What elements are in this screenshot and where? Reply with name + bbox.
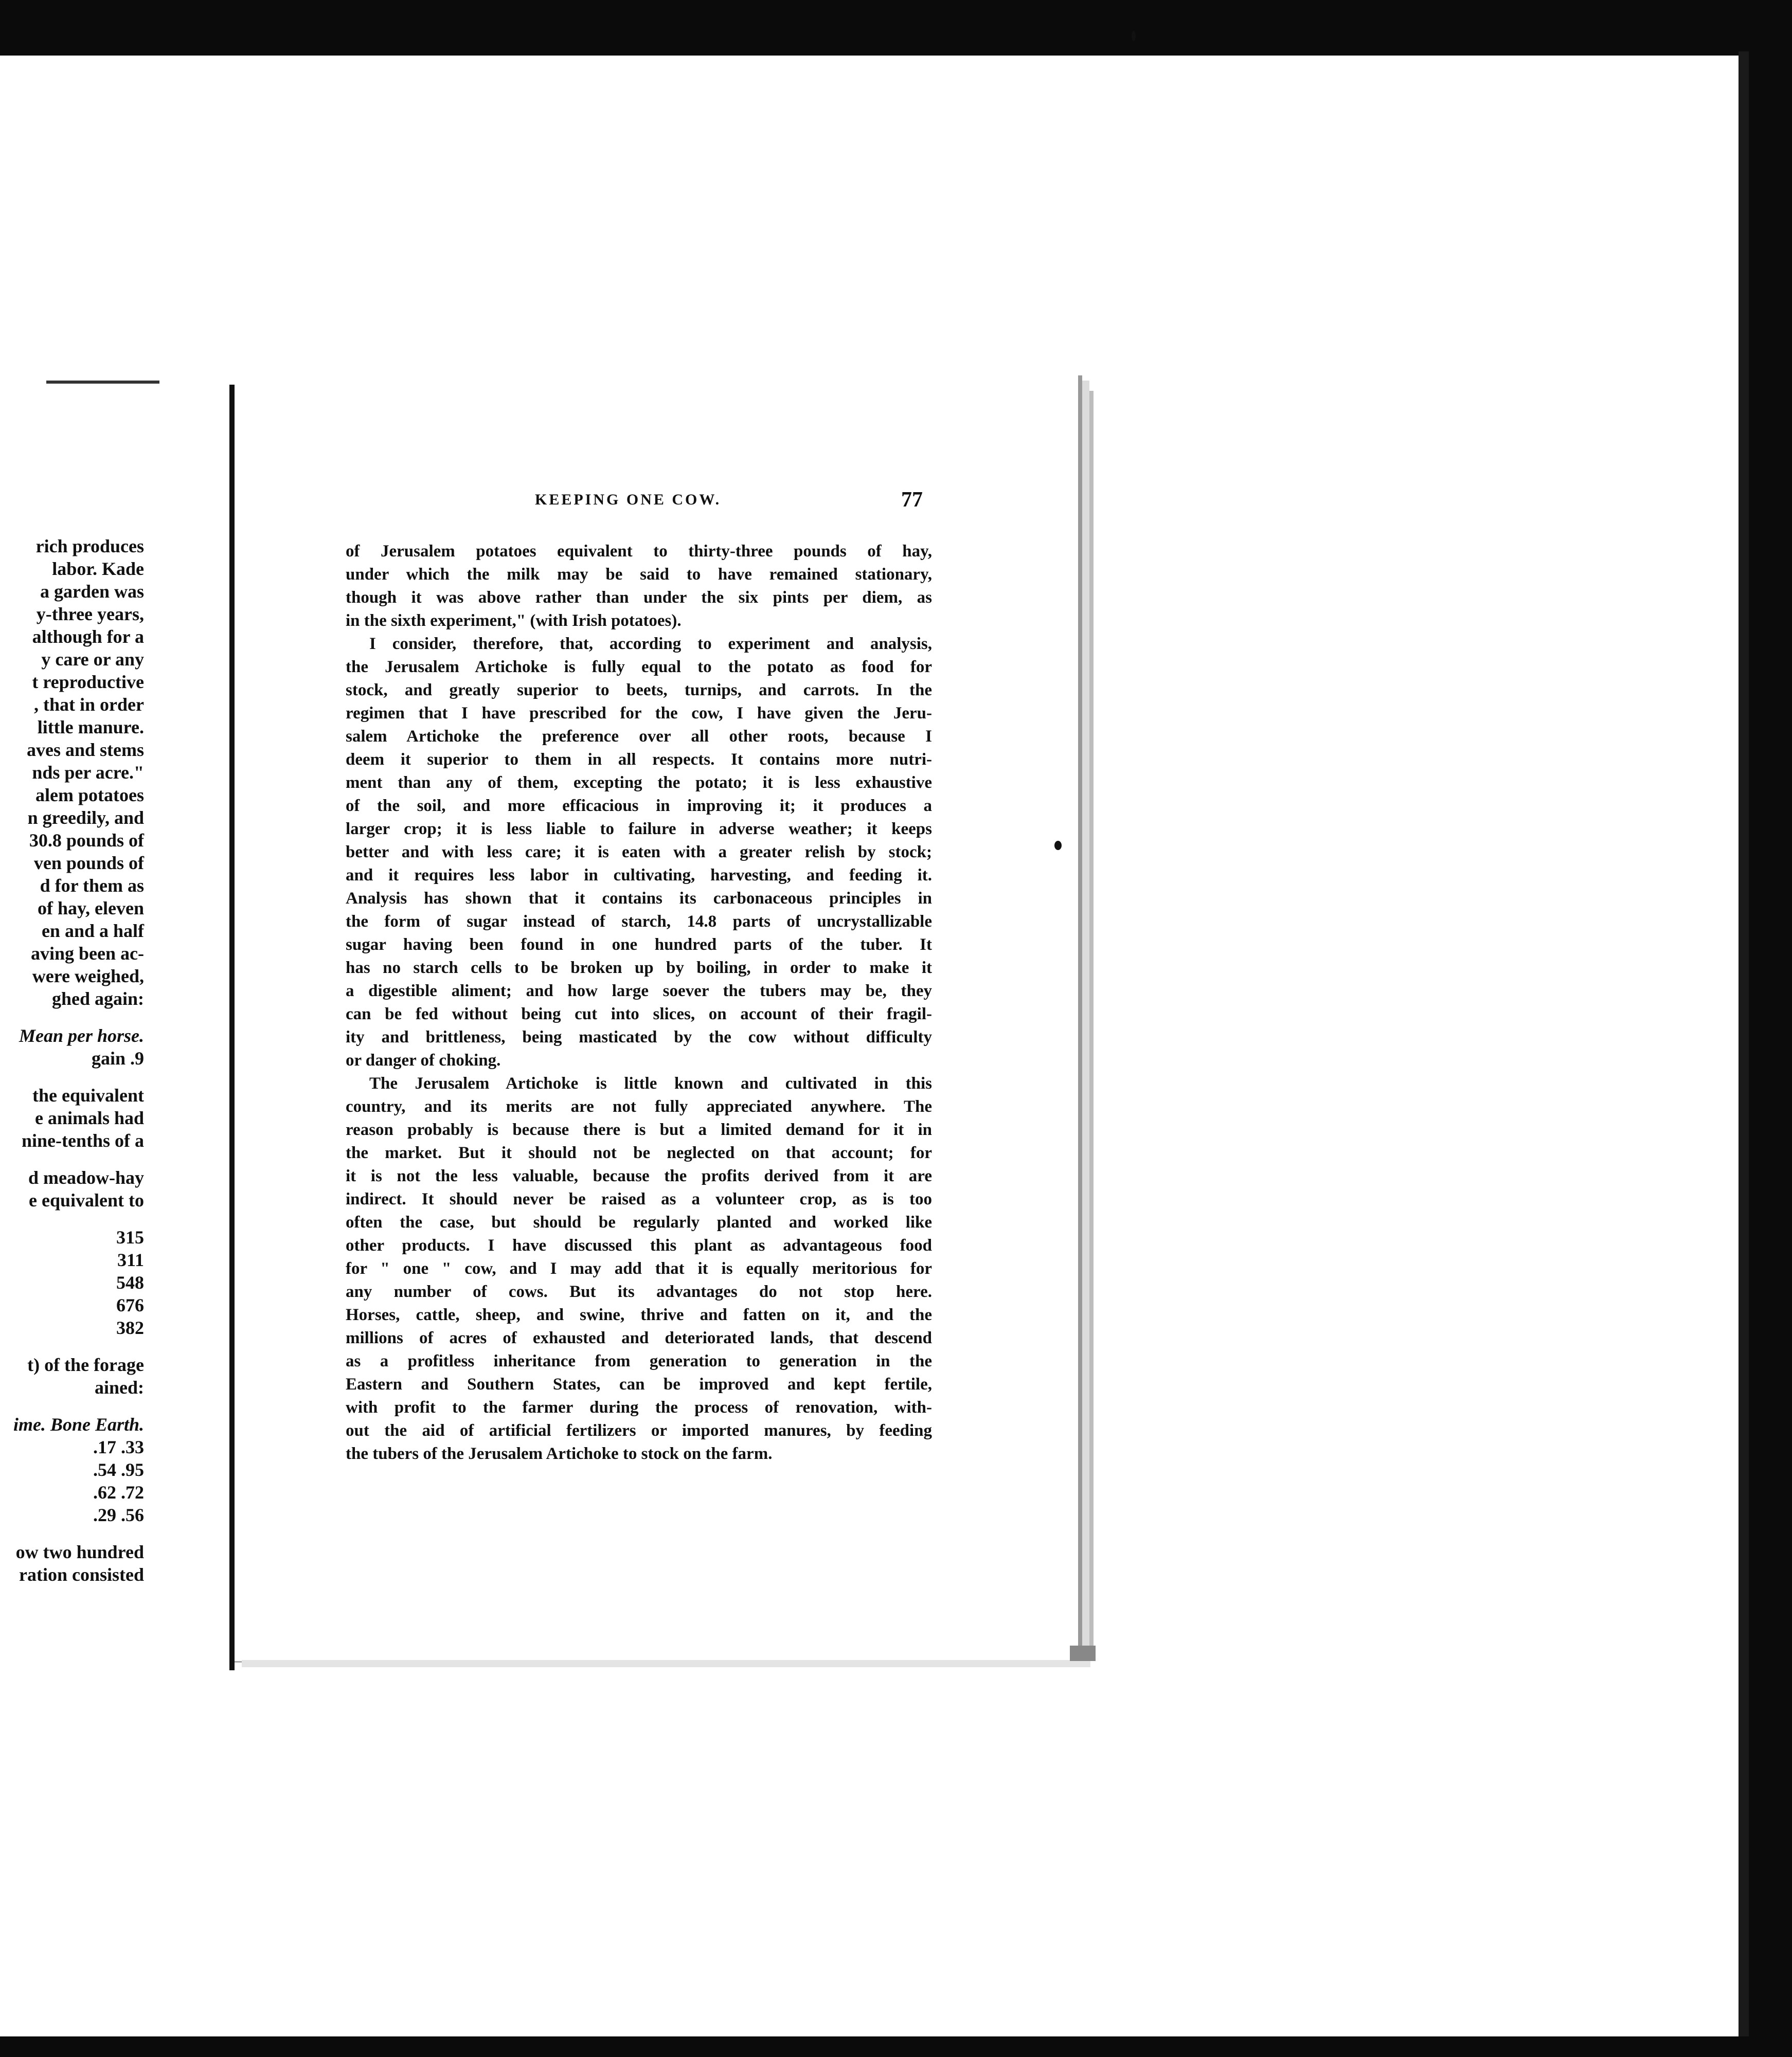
left-page-line: e equivalent to [29, 1190, 144, 1211]
line-gap [0, 1010, 144, 1024]
text-line: the market. But it should not be neglected on that account; for [346, 1144, 932, 1162]
left-page-line: ration consisted [19, 1564, 144, 1585]
left-page-line: d meadow-hay [28, 1167, 144, 1188]
text-line: the tubers of the Jerusalem Artichoke to stock on the farm. [346, 1445, 773, 1463]
left-page-line: rich produces [35, 536, 144, 556]
line-gap [0, 1399, 144, 1413]
text-line: other products. I have discussed this plant as advantageous food [346, 1236, 932, 1255]
text-line: deem it superior to them in all respects. It contains more nutri- [346, 750, 932, 769]
text-line: the Jerusalem Artichoke is fully equal to the potato as food for [346, 658, 932, 676]
left-page-line: .17 .33 [93, 1437, 144, 1457]
page-edge [1078, 375, 1082, 1661]
line-gap [0, 1152, 144, 1166]
text-line: a digestible aliment; and how large soever the tubers may be, they [346, 982, 932, 1000]
page-edge [1089, 391, 1094, 1661]
line-gap [0, 1526, 144, 1541]
left-page-fragment [0, 381, 242, 1666]
text-line: as a profitless inheritance from generation to generation in the [346, 1352, 932, 1370]
line-gap [0, 1070, 144, 1084]
left-page-line: en and a half [41, 921, 144, 941]
left-page-line: gain .9 [91, 1048, 144, 1069]
left-page-line: .29 .56 [93, 1505, 144, 1525]
scan-speck [1054, 841, 1062, 850]
text-line: ment than any of them, excepting the potato; it is less exhaustive [346, 773, 932, 792]
text-line: for " one " cow, and I may add that it is equally meritorious for [346, 1259, 932, 1278]
paragraph [346, 633, 932, 1072]
text-line: and it requires less labor in cultivating, harvesting, and feeding it. [346, 866, 932, 885]
scan-border-right [1747, 0, 1792, 2057]
page-edge [1082, 381, 1089, 1661]
left-page-line: alem potatoes [35, 785, 144, 805]
text-line: larger crop; it is less liable to failure in adverse weather; it keeps [346, 820, 932, 838]
text-line: reason probably is because there is but a limited demand for it in [346, 1121, 932, 1139]
left-page-line: y-three years, [36, 604, 144, 624]
left-page-text [0, 535, 144, 1586]
text-line: ity and brittleness, being masticated by the cow without difficulty [346, 1028, 932, 1046]
paragraph [346, 1072, 932, 1466]
text-line: out the aid of artificial fertilizers or imported manures, by feeding [346, 1421, 932, 1440]
text-line: salem Artichoke the preference over all other roots, because I [346, 727, 932, 746]
text-line: of Jerusalem potatoes equivalent to thirty-three pounds of hay, [346, 542, 932, 561]
text-line: under which the milk may be said to have remained stationary, [346, 565, 932, 584]
text-line: often the case, but should be regularly planted and worked like [346, 1213, 932, 1232]
text-line: with profit to the farmer during the process of renovation, with- [346, 1398, 932, 1417]
text-line: stock, and greatly superior to beets, turnips, and carrots. In the [346, 681, 932, 699]
text-line: of the soil, and more efficacious in improving it; it produces a [346, 797, 932, 815]
text-line: better and with less care; it is eaten with a greater relish by stock; [346, 843, 932, 861]
scan-speck [1132, 31, 1136, 41]
text-line: in the sixth experiment," (with Irish potatoes). [346, 611, 682, 630]
left-page-line: t reproductive [32, 672, 144, 692]
text-line: regimen that I have prescribed for the cow, I have given the Jeru- [346, 704, 932, 723]
scan-border-inner [1739, 51, 1749, 2047]
text-line: has no starch cells to be broken up by boiling, in order to make it [346, 959, 932, 977]
left-page-rule [46, 381, 159, 384]
text-line: Analysis has shown that it contains its carbonaceous principles in [346, 889, 932, 908]
left-page-line: ven pounds of [33, 853, 144, 873]
text-line: The Jerusalem Artichoke is little known and cultivated in this [369, 1074, 932, 1093]
left-page-line: 315 [116, 1227, 144, 1248]
text-line: Horses, cattle, sheep, and swine, thrive and fatten on it, and the [346, 1306, 932, 1324]
left-page-line: 548 [116, 1272, 144, 1293]
left-page-line: 311 [117, 1250, 144, 1270]
page-number: 77 [901, 488, 923, 512]
text-line: or danger of choking. [346, 1051, 501, 1070]
text-line: though it was above rather than under the six pints per diem, as [346, 588, 932, 607]
left-page-line: ow two hundred [15, 1542, 144, 1562]
left-page-line: Mean per horse. [19, 1025, 144, 1046]
left-page-line: .62 .72 [93, 1482, 144, 1503]
scan-border-bottom [0, 2036, 1792, 2057]
left-page-line: although for a [32, 626, 144, 647]
text-line: sugar having been found in one hundred parts of the tuber. It [346, 935, 932, 954]
left-page-line: ghed again: [51, 988, 144, 1009]
page-body [346, 540, 932, 1466]
page-bottom-edge [242, 1660, 1090, 1667]
left-page-line: aving been ac- [31, 943, 144, 964]
text-line: indirect. It should never be raised as a volunteer crop, as is too [346, 1190, 932, 1208]
paragraph [346, 540, 932, 633]
left-page-line: ime. Bone Earth. [13, 1414, 144, 1435]
text-line: country, and its merits are not fully appreciated anywhere. The [346, 1097, 932, 1116]
line-gap [0, 1212, 144, 1226]
text-line: the form of sugar instead of starch, 14.8 parts of uncrystallizable [346, 912, 932, 931]
text-line: it is not the less valuable, because the profits derived from it are [346, 1167, 932, 1185]
left-page-line: ained: [94, 1377, 144, 1398]
left-page-line: a garden was [40, 581, 144, 602]
left-page-line: 676 [116, 1295, 144, 1315]
left-page-line: nds per acre." [32, 762, 144, 783]
left-page-line: the equivalent [32, 1085, 144, 1106]
left-page-line: t) of the forage [27, 1355, 144, 1375]
text-line: I consider, therefore, that, according to experiment and analysis, [369, 635, 932, 653]
left-page-line: aves and stems [26, 739, 144, 760]
left-page-line: n greedily, and [27, 807, 144, 828]
text-line: Eastern and Southern States, can be improved and kept fertile, [346, 1375, 932, 1394]
book-gutter [229, 385, 235, 1670]
left-page-line: .54 .95 [93, 1459, 144, 1480]
left-page-line: labor. Kade [52, 558, 144, 579]
left-page-line: 30.8 pounds of [29, 830, 144, 851]
left-page-line: y care or any [41, 649, 144, 670]
left-page-line: of hay, eleven [38, 898, 144, 918]
left-page-line: nine-tenths of a [21, 1130, 144, 1151]
text-line: any number of cows. But its advantages do not stop here. [346, 1283, 932, 1301]
left-page-line: little manure. [37, 717, 144, 737]
page-corner [1070, 1646, 1096, 1661]
left-page-line: , that in order [34, 694, 144, 715]
running-head: KEEPING ONE COW. [535, 491, 722, 508]
left-page-line: d for them as [40, 875, 144, 896]
text-line: millions of acres of exhausted and deteriorated lands, that descend [346, 1329, 932, 1347]
line-gap [0, 1339, 144, 1354]
left-page-line: were weighed, [32, 966, 144, 986]
left-page-line: 382 [116, 1318, 144, 1338]
text-line: can be fed without being cut into slices, on account of their fragil- [346, 1005, 932, 1023]
scan-border-top [0, 0, 1792, 56]
left-page-line: e animals had [34, 1108, 144, 1128]
